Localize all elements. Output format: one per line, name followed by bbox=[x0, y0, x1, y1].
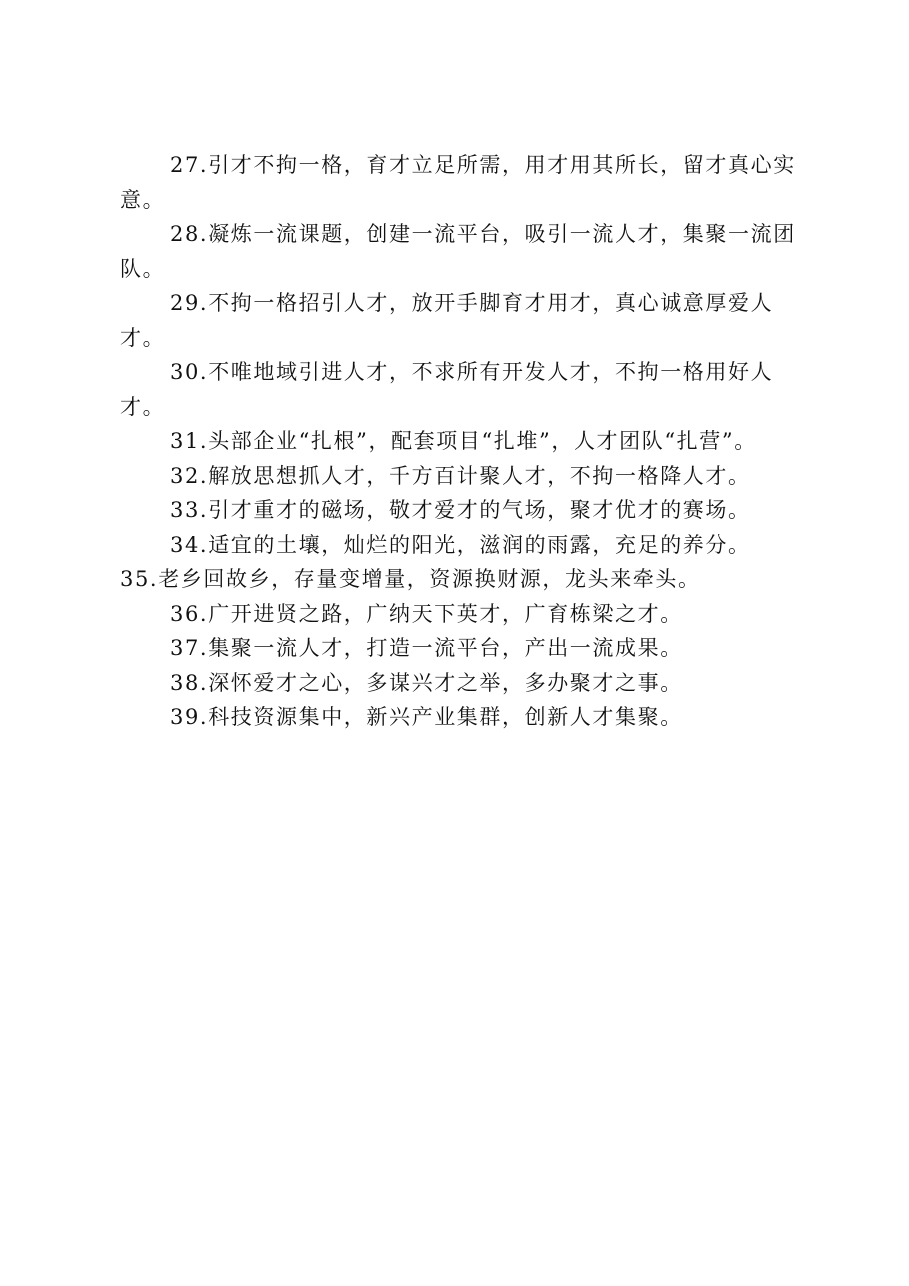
list-item-33: 33.引才重才的磁场，敬才爱才的气场，聚才优才的赛场。 bbox=[170, 498, 751, 522]
list-item-29: 29.不拘一格招引人才，放开手脚育才用才，真心诚意厚爱人才。 bbox=[120, 291, 774, 350]
list-item-36: 36.广开进贤之路，广纳天下英才，广育栋梁之才。 bbox=[170, 601, 683, 626]
list-item-35: 35.老乡回故乡，存量变增量，资源换财源，龙头来牵头。 bbox=[120, 567, 701, 591]
list-item-31: 31.头部企业“扎根”，配套项目“扎堆”，人才团队“扎营”。 bbox=[170, 429, 757, 453]
list-item-38: 38.深怀爱才之心，多谋兴才之举，多办聚才之事。 bbox=[170, 670, 683, 695]
list-item-28: 28.凝炼一流课题，创建一流平台，吸引一流人才，集聚一流团队。 bbox=[120, 222, 796, 281]
list-item-32: 32.解放思想抓人才，千方百计聚人才，不拘一格降人才。 bbox=[170, 463, 751, 488]
list-item-30: 30.不唯地域引进人才，不求所有开发人才，不拘一格用好人才。 bbox=[120, 360, 774, 419]
list-item-37: 37.集聚一流人才，打造一流平台，产出一流成果。 bbox=[170, 636, 683, 660]
list-item-27: 27.引才不拘一格，育才立足所需，用才用其所长，留才真心实意。 bbox=[120, 153, 796, 212]
document-body bbox=[120, 148, 800, 735]
list-item-39: 39.科技资源集中，新兴产业集群，创新人才集聚。 bbox=[170, 705, 683, 729]
list-item-34: 34.适宜的土壤，灿烂的阳光，滋润的雨露，充足的养分。 bbox=[170, 532, 751, 557]
